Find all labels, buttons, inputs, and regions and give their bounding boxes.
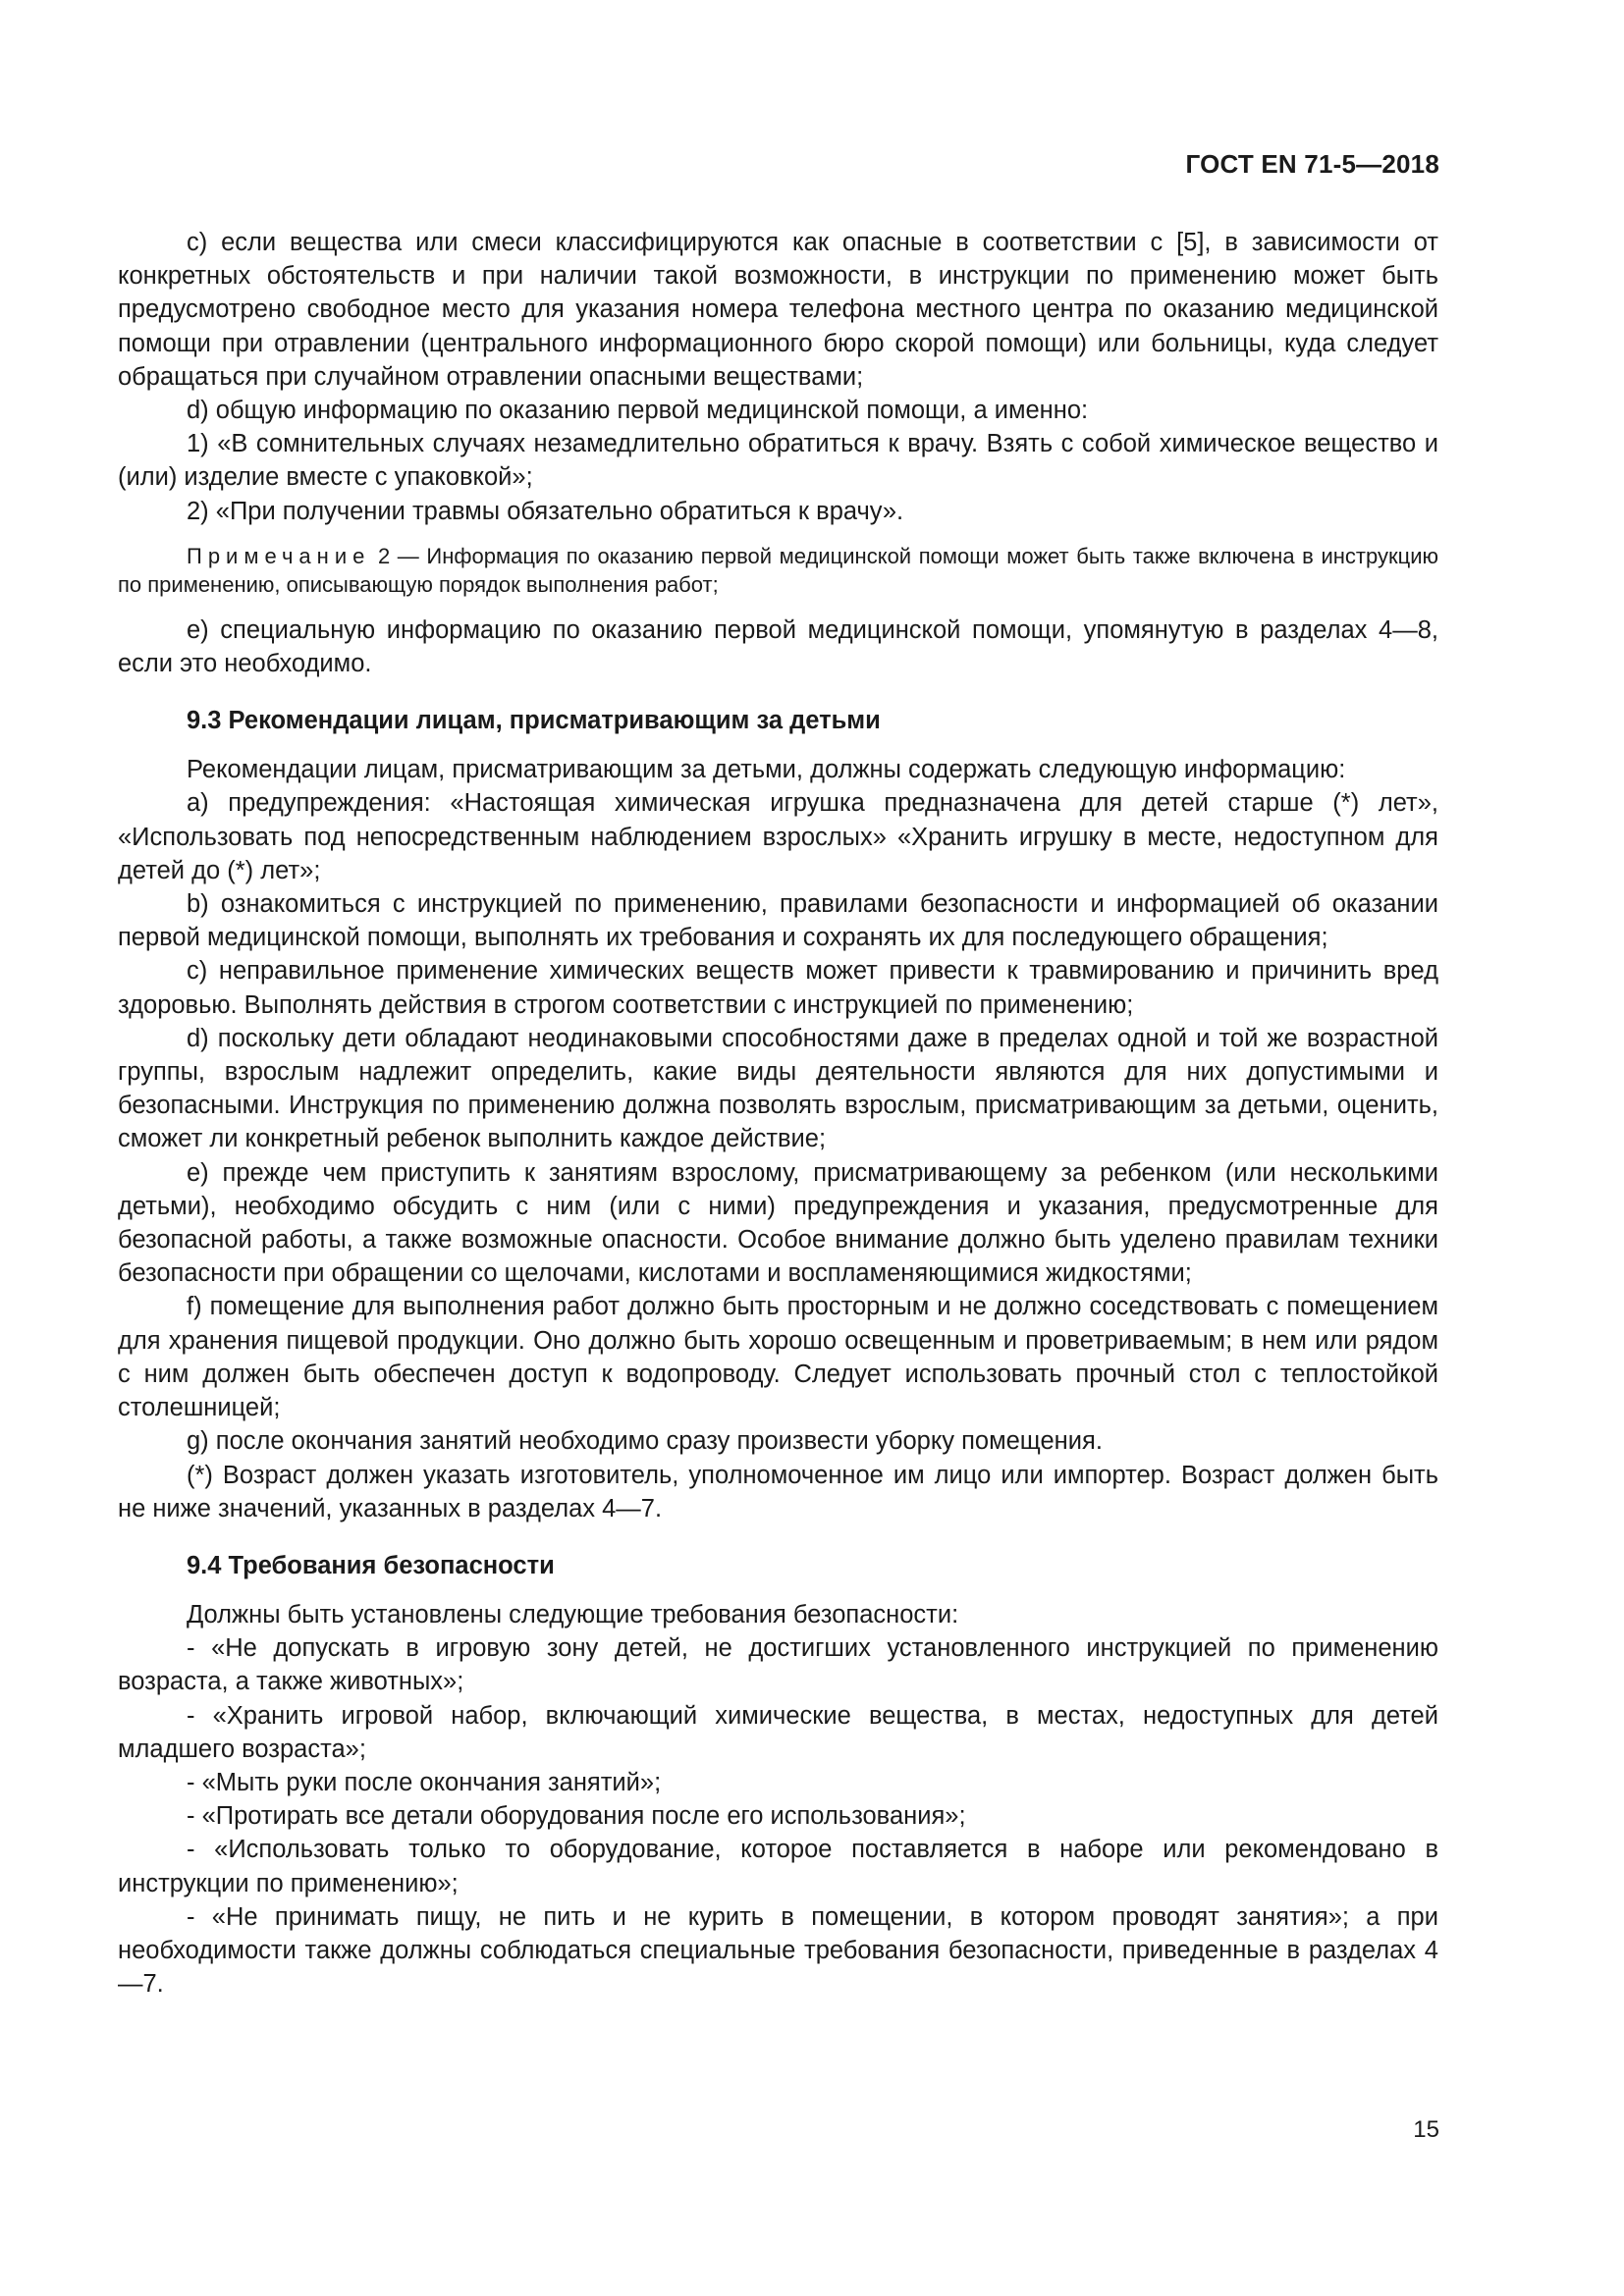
note-label: Примечание — [187, 543, 371, 568]
paragraph-item-d: d) общую информацию по оказанию первой медицинской помощи, а именно: — [187, 397, 1089, 425]
note-text: 2 — Информация по оказанию первой медицинской помощи может быть также включена в инструкцию по применению, описывающую порядок выполнения работ; — [118, 543, 1438, 598]
section-9-3-item-a: a) предупреждения: «Настоящая химическая игрушка предназначена для детей старше (*) лет», «Использовать под непосредственным наблюдением взрослых» «Хранить игрушку в месте, недоступном для детей до (*) лет»; — [118, 789, 1438, 884]
safety-requirement-item: - «Использовать только то оборудование, которое поставляется в наборе или рекомендовано в инструкции по применению»; — [118, 1836, 1438, 1897]
safety-requirement-item: - «Не принимать пищу, не пить и не курить в помещении, в котором проводят занятия»; а при необходимости также должны соблюдаться специальные требования безопасности, приведенные в разделах 4—7. — [118, 1902, 1438, 1999]
section-9-4-heading: 9.4 Требования безопасности — [187, 1551, 555, 1579]
paragraph-item-d-2: 2) «При получении травмы обязательно обратиться к врачу». — [187, 497, 904, 525]
section-9-3-intro: Рекомендации лицам, присматривающим за детьми, должны содержать следующую информацию: — [187, 756, 1346, 784]
safety-requirement-item: - «Хранить игровой набор, включающий химические вещества, в местах, недоступных для детей младшего возраста»; — [118, 1701, 1438, 1763]
page-number: 15 — [1413, 2116, 1439, 2143]
section-9-3-item-f: f) помещение для выполнения работ должно быть просторным и не должно соседствовать с помещением для хранения пищевой продукции. Оно должно быть хорошо освещенным и проветриваемым; в нем или рядом с ним должен быть обеспечен доступ к водопроводу. Следует использовать прочный стол с теплостойкой столешницей; — [118, 1293, 1438, 1422]
section-9-3-item-e: e) прежде чем приступить к занятиям взрослому, присматривающему за ребенком (или несколькими детьми), необходимо обсудить с ним (или с ними) предупреждения и указания, предусмотренные для безопасной работы, а также возможные опасности. Особое внимание должно быть уделено правилам техники безопасности при обращении со щелочами, кислотами и воспламеняющимися жидкостями; — [118, 1158, 1438, 1288]
section-9-4-intro: Должны быть установлены следующие требования безопасности: — [187, 1600, 959, 1629]
section-9-3-item-c: c) неправильное применение химических веществ может привести к травмированию и причинить вред здоровью. Выполнять действия в строгом соответствии с инструкцией по применению; — [118, 957, 1438, 1019]
section-9-3-item-d: d) поскольку дети обладают неодинаковыми способностями даже в пределах одной и той же возрастной группы, взрослым надлежит определить, какие виды деятельности являются для них допустимыми и безопасными. Инструкция по применению должна позволять взрослым, присматривающим за детьми, оценить, сможет ли конкретный ребенок выполнить каждое действие; — [118, 1024, 1438, 1153]
safety-requirement-item: - «Протирать все детали оборудования после его использования»; — [187, 1802, 966, 1831]
safety-requirement-item: - «Не допускать в игровую зону детей, не достигших установленного инструкцией по применению возраста, а также животных»; — [118, 1634, 1438, 1696]
safety-requirement-item: - «Мыть руки после окончания занятий»; — [187, 1768, 662, 1796]
paragraph-item-d-1: 1) «В сомнительных случаях незамедлительно обратиться к врачу. Взять с собой химическое вещество и (или) изделие вместе с упаковкой»; — [118, 430, 1438, 492]
section-9-3-footnote: (*) Возраст должен указать изготовитель, уполномоченное им лицо или импортер. Возраст должен быть не ниже значений, указанных в разделах 4—7. — [118, 1461, 1438, 1522]
note-2 — [118, 542, 1438, 600]
paragraph-item-e: e) специальную информацию по оказанию первой медицинской помощи, упомянутую в разделах 4—8, если это необходимо. — [118, 615, 1438, 678]
section-9-3-item-b: b) ознакомиться с инструкцией по применению, правилами безопасности и информацией об оказании первой медицинской помощи, выполнять их требования и сохранять их для последующего обращения; — [118, 890, 1438, 952]
document-code-header: ГОСТ EN 71-5—2018 — [1185, 149, 1439, 179]
page-content — [118, 226, 1438, 2001]
section-9-3-item-g: g) после окончания занятий необходимо сразу произвести уборку помещения. — [187, 1427, 1103, 1456]
section-9-3-heading: 9.3 Рекомендации лицам, присматривающим за детьми — [187, 707, 881, 735]
paragraph-item-c: c) если вещества или смеси классифицируются как опасные в соответствии с [5], в зависимости от конкретных обстоятельств и при наличии такой возможности, в инструкции по применению может быть предусмотрено свободное место для указания номера телефона местного центра по оказанию медицинской помощи при отравлении (центрального информационного бюро скорой помощи) или больницы, куда следует обращаться при случайном отравлении опасными веществами; — [118, 229, 1438, 391]
